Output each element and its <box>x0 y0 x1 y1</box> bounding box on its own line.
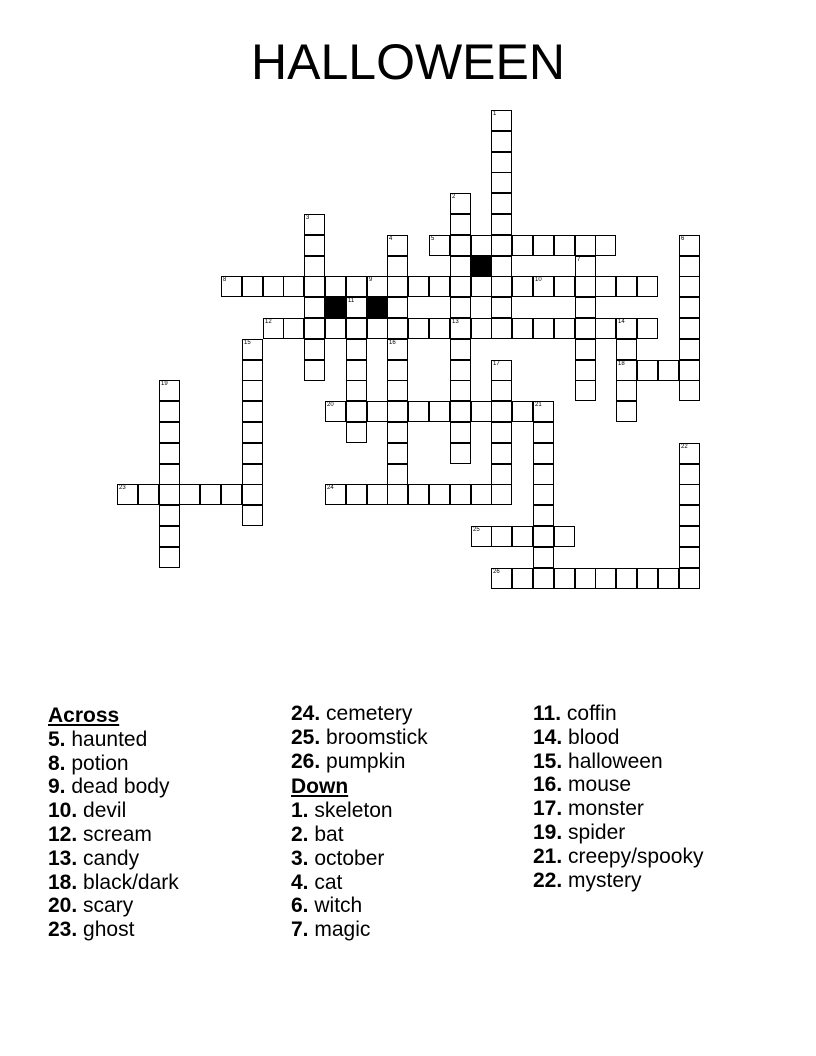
grid-cell[interactable] <box>575 339 596 360</box>
clue-number: 18. <box>48 870 78 894</box>
puzzle-title: HALLOWEEN <box>251 34 565 90</box>
clue-item <box>533 750 703 774</box>
grid-cell[interactable] <box>471 235 492 256</box>
clue-text: ghost <box>83 918 135 942</box>
grid-cell[interactable] <box>263 318 284 339</box>
clue-column-3 <box>533 702 703 892</box>
grid-cell[interactable] <box>679 339 700 360</box>
grid-cell[interactable] <box>408 318 429 339</box>
grid-cell[interactable] <box>117 484 138 505</box>
clue-item <box>48 918 179 942</box>
grid-cell[interactable] <box>637 276 658 297</box>
clue-item <box>291 750 428 774</box>
grid-cell[interactable] <box>221 276 242 297</box>
cell-number: 18 <box>618 361 625 367</box>
clue-number: 25. <box>291 725 321 749</box>
grid-cell[interactable] <box>387 360 408 381</box>
cell-number: 14 <box>618 319 625 325</box>
grid-cell[interactable] <box>450 380 471 401</box>
clue-item <box>291 823 428 847</box>
grid-cell[interactable] <box>242 360 263 381</box>
clue-item <box>48 775 179 799</box>
grid-cell[interactable] <box>595 318 616 339</box>
grid-cell[interactable] <box>325 276 346 297</box>
clue-text: october <box>314 846 385 870</box>
cell-number: 13 <box>452 319 459 325</box>
grid-cell[interactable] <box>679 380 700 401</box>
grid-cell[interactable] <box>512 526 533 547</box>
grid-cell[interactable] <box>159 380 180 401</box>
grid-cell[interactable] <box>387 276 408 297</box>
clue-item <box>291 702 428 726</box>
grid-cell[interactable] <box>533 276 554 297</box>
clue-item <box>291 847 428 871</box>
grid-cell[interactable] <box>159 422 180 443</box>
grid-cell[interactable] <box>283 318 304 339</box>
across-heading: Across <box>48 704 120 727</box>
grid-cell[interactable] <box>242 422 263 443</box>
black-square <box>367 297 388 318</box>
clue-item <box>291 726 428 750</box>
grid-cell[interactable] <box>575 256 596 277</box>
cell-number: 11 <box>348 298 355 304</box>
grid-cell[interactable] <box>616 568 637 589</box>
grid-cell[interactable] <box>387 318 408 339</box>
cell-number: 17 <box>493 361 500 367</box>
grid-cell[interactable] <box>616 339 637 360</box>
grid-cell[interactable] <box>429 401 450 422</box>
grid-cell[interactable] <box>491 360 512 381</box>
clue-number: 12. <box>48 822 78 846</box>
grid-cell[interactable] <box>387 380 408 401</box>
grid-cell[interactable] <box>159 484 180 505</box>
grid-cell[interactable] <box>512 235 533 256</box>
grid-cell[interactable] <box>387 464 408 485</box>
grid-cell[interactable] <box>450 235 471 256</box>
grid-cell[interactable] <box>554 526 575 547</box>
grid-cell[interactable] <box>367 401 388 422</box>
grid-cell[interactable] <box>658 568 679 589</box>
grid-cell[interactable] <box>387 401 408 422</box>
grid-cell[interactable] <box>387 443 408 464</box>
clue-item <box>48 847 179 871</box>
grid-cell[interactable] <box>408 484 429 505</box>
grid-cell[interactable] <box>595 568 616 589</box>
grid-cell[interactable] <box>387 339 408 360</box>
grid-cell[interactable] <box>491 568 512 589</box>
grid-cell[interactable] <box>346 297 367 318</box>
grid-cell[interactable] <box>491 256 512 277</box>
grid-cell[interactable] <box>512 568 533 589</box>
grid-cell[interactable] <box>367 318 388 339</box>
grid-cell[interactable] <box>491 443 512 464</box>
clue-text: devil <box>83 799 127 823</box>
clue-text: spider <box>568 820 626 844</box>
grid-cell[interactable] <box>429 484 450 505</box>
grid-cell[interactable] <box>575 318 596 339</box>
clue-number: 11. <box>533 702 562 725</box>
grid-cell[interactable] <box>387 256 408 277</box>
clue-number: 21. <box>533 844 563 868</box>
cell-number: 4 <box>389 236 393 242</box>
clue-text: scream <box>83 822 152 846</box>
grid-cell[interactable] <box>679 443 700 464</box>
clue-item <box>291 799 428 823</box>
grid-cell[interactable] <box>408 401 429 422</box>
clue-text: bat <box>314 822 344 846</box>
grid-cell[interactable] <box>304 235 325 256</box>
grid-cell[interactable] <box>679 505 700 526</box>
grid-cell[interactable] <box>491 131 512 152</box>
clue-column-1 <box>48 702 179 942</box>
grid-cell[interactable] <box>491 172 512 193</box>
grid-cell[interactable] <box>533 505 554 526</box>
clue-text: potion <box>71 751 129 775</box>
grid-cell[interactable] <box>242 380 263 401</box>
grid-cell[interactable] <box>221 484 242 505</box>
clue-number: 15. <box>533 749 563 773</box>
clue-item <box>533 773 703 797</box>
clue-text: black/dark <box>83 870 179 894</box>
grid-cell[interactable] <box>679 256 700 277</box>
grid-cell[interactable] <box>346 339 367 360</box>
grid-cell[interactable] <box>616 276 637 297</box>
grid-cell[interactable] <box>491 526 512 547</box>
grid-cell[interactable] <box>346 360 367 381</box>
grid-cell[interactable] <box>554 235 575 256</box>
grid-cell[interactable] <box>595 276 616 297</box>
grid-cell[interactable] <box>616 380 637 401</box>
grid-cell[interactable] <box>304 339 325 360</box>
grid-cell[interactable] <box>554 318 575 339</box>
grid-cell[interactable] <box>595 235 616 256</box>
clue-number: 17. <box>533 797 563 821</box>
grid-cell[interactable] <box>679 360 700 381</box>
grid-cell[interactable] <box>304 256 325 277</box>
clue-number: 1. <box>291 799 309 823</box>
clue-number: 7. <box>291 918 309 942</box>
grid-cell[interactable] <box>304 318 325 339</box>
grid-cell[interactable] <box>679 526 700 547</box>
grid-cell[interactable] <box>367 276 388 297</box>
cell-number: 1 <box>493 111 497 117</box>
grid-cell[interactable] <box>575 276 596 297</box>
grid-cell[interactable] <box>637 568 658 589</box>
grid-cell[interactable] <box>575 235 596 256</box>
clue-item <box>533 726 703 750</box>
grid-cell[interactable] <box>533 484 554 505</box>
cell-number: 23 <box>119 485 126 491</box>
grid-cell[interactable] <box>491 464 512 485</box>
grid-cell[interactable] <box>679 568 700 589</box>
clue-text: broomstick <box>326 725 428 749</box>
grid-cell[interactable] <box>200 484 221 505</box>
clue-text: monster <box>568 797 644 821</box>
down-heading: Down <box>291 775 349 799</box>
clue-item <box>533 845 703 869</box>
grid-cell[interactable] <box>387 484 408 505</box>
grid-cell[interactable] <box>575 568 596 589</box>
grid-cell[interactable] <box>616 360 637 381</box>
grid-cell[interactable] <box>242 401 263 422</box>
grid-cell[interactable] <box>429 276 450 297</box>
clue-number: 6. <box>291 894 309 918</box>
grid-cell[interactable] <box>533 443 554 464</box>
clue-text: magic <box>314 918 371 942</box>
grid-cell[interactable] <box>159 443 180 464</box>
grid-cell[interactable] <box>491 380 512 401</box>
clue-item <box>48 894 179 918</box>
clue-number: 19. <box>533 820 563 844</box>
grid-cell[interactable] <box>679 276 700 297</box>
grid-cell[interactable] <box>616 401 637 422</box>
clue-number: 4. <box>291 870 309 894</box>
clue-text: creepy/spooky <box>568 844 704 868</box>
grid-cell[interactable] <box>159 401 180 422</box>
grid-cell[interactable] <box>159 505 180 526</box>
clue-number: 8. <box>48 751 66 775</box>
grid-cell[interactable] <box>491 318 512 339</box>
grid-cell[interactable] <box>533 318 554 339</box>
grid-cell[interactable] <box>679 484 700 505</box>
grid-cell[interactable] <box>533 547 554 568</box>
clue-item <box>291 894 428 918</box>
grid-cell[interactable] <box>242 276 263 297</box>
grid-cell[interactable] <box>304 276 325 297</box>
clue-text: candy <box>83 846 140 870</box>
grid-cell[interactable] <box>242 505 263 526</box>
cell-number: 7 <box>577 257 581 263</box>
clue-text: cat <box>314 870 343 894</box>
grid-cell[interactable] <box>533 235 554 256</box>
grid-cell[interactable] <box>679 464 700 485</box>
cell-number: 21 <box>535 402 542 408</box>
grid-cell[interactable] <box>533 422 554 443</box>
clue-text: witch <box>314 894 363 918</box>
clue-item <box>48 728 179 752</box>
grid-cell[interactable] <box>491 276 512 297</box>
grid-cell[interactable] <box>491 297 512 318</box>
grid-cell[interactable] <box>450 318 471 339</box>
clue-number: 20. <box>48 894 78 918</box>
grid-cell[interactable] <box>387 422 408 443</box>
grid-cell[interactable] <box>512 318 533 339</box>
grid-cell[interactable] <box>491 152 512 173</box>
grid-cell[interactable] <box>179 484 200 505</box>
grid-cell[interactable] <box>575 380 596 401</box>
clue-number: 3. <box>291 846 309 870</box>
grid-cell[interactable] <box>533 464 554 485</box>
grid-cell[interactable] <box>575 360 596 381</box>
grid-cell[interactable] <box>159 526 180 547</box>
cell-number: 9 <box>369 277 373 283</box>
black-square <box>325 297 346 318</box>
grid-cell[interactable] <box>242 464 263 485</box>
grid-cell[interactable] <box>450 484 471 505</box>
grid-cell[interactable] <box>367 484 388 505</box>
grid-cell[interactable] <box>408 276 429 297</box>
grid-cell[interactable] <box>471 484 492 505</box>
grid-cell[interactable] <box>450 422 471 443</box>
grid-cell[interactable] <box>679 297 700 318</box>
grid-cell[interactable] <box>450 256 471 277</box>
clue-number: 26. <box>291 749 321 773</box>
clue-item <box>291 918 428 942</box>
grid-cell[interactable] <box>242 339 263 360</box>
clue-number: 5. <box>48 727 66 751</box>
grid-cell[interactable] <box>450 276 471 297</box>
clue-number: 16. <box>533 773 563 797</box>
cell-number: 5 <box>431 236 435 242</box>
grid-cell[interactable] <box>450 214 471 235</box>
grid-cell[interactable] <box>679 235 700 256</box>
grid-cell[interactable] <box>679 318 700 339</box>
cell-number: 2 <box>452 194 456 200</box>
grid-cell[interactable] <box>491 484 512 505</box>
cell-number: 22 <box>681 444 688 450</box>
grid-cell[interactable] <box>512 401 533 422</box>
grid-cell[interactable] <box>554 568 575 589</box>
grid-cell[interactable] <box>387 235 408 256</box>
grid-cell[interactable] <box>450 297 471 318</box>
clue-item <box>533 821 703 845</box>
grid-cell[interactable] <box>471 318 492 339</box>
grid-cell[interactable] <box>283 276 304 297</box>
grid-cell[interactable] <box>637 318 658 339</box>
grid-cell[interactable] <box>658 360 679 381</box>
grid-cell[interactable] <box>263 276 284 297</box>
clue-text: dead body <box>71 775 170 799</box>
cell-number: 24 <box>327 485 334 491</box>
cell-number: 10 <box>535 277 542 283</box>
grid-cell[interactable] <box>533 401 554 422</box>
clue-text: mouse <box>568 773 632 797</box>
clue-number: 2. <box>291 822 309 846</box>
cell-number: 20 <box>327 402 334 408</box>
grid-cell[interactable] <box>491 235 512 256</box>
grid-cell[interactable] <box>471 276 492 297</box>
cell-number: 26 <box>493 569 500 575</box>
grid-cell[interactable] <box>325 401 346 422</box>
grid-cell[interactable] <box>138 484 159 505</box>
clue-item <box>533 869 703 893</box>
grid-cell[interactable] <box>491 110 512 131</box>
clue-number: 9. <box>48 775 66 799</box>
clue-text: scary <box>83 894 134 918</box>
grid-cell[interactable] <box>242 443 263 464</box>
clue-number: 10. <box>48 799 78 823</box>
cell-number: 6 <box>681 236 685 242</box>
grid-cell[interactable] <box>346 422 367 443</box>
grid-cell[interactable] <box>346 276 367 297</box>
clue-item <box>48 799 179 823</box>
cell-number: 25 <box>473 527 480 533</box>
grid-cell[interactable] <box>159 464 180 485</box>
clue-item <box>48 871 179 895</box>
clue-item <box>533 702 703 726</box>
clue-text: mystery <box>568 868 642 892</box>
cell-number: 12 <box>265 319 272 325</box>
cell-number: 15 <box>244 340 251 346</box>
clue-number: 13. <box>48 846 78 870</box>
grid-cell[interactable] <box>491 193 512 214</box>
grid-cell[interactable] <box>512 276 533 297</box>
clue-item <box>48 823 179 847</box>
black-square <box>471 256 492 277</box>
clue-text: cemetery <box>326 702 413 725</box>
cell-number: 19 <box>161 381 168 387</box>
clue-text: skeleton <box>314 799 393 823</box>
clue-text: pumpkin <box>326 749 406 773</box>
clue-item <box>291 871 428 895</box>
grid-cell[interactable] <box>533 568 554 589</box>
grid-cell[interactable] <box>304 214 325 235</box>
clue-number: 24. <box>291 702 321 725</box>
cell-number: 8 <box>223 277 227 283</box>
grid-cell[interactable] <box>346 484 367 505</box>
clue-item <box>533 797 703 821</box>
grid-cell[interactable] <box>346 401 367 422</box>
grid-cell[interactable] <box>575 297 596 318</box>
grid-cell[interactable] <box>387 297 408 318</box>
grid-cell[interactable] <box>346 318 367 339</box>
grid-cell[interactable] <box>450 339 471 360</box>
cell-number: 16 <box>389 340 396 346</box>
clue-item <box>48 752 179 776</box>
grid-cell[interactable] <box>533 526 554 547</box>
clue-text: haunted <box>71 727 148 751</box>
grid-cell[interactable] <box>450 401 471 422</box>
grid-cell[interactable] <box>679 547 700 568</box>
grid-cell[interactable] <box>346 380 367 401</box>
grid-cell[interactable] <box>491 422 512 443</box>
grid-cell[interactable] <box>491 214 512 235</box>
grid-cell[interactable] <box>491 401 512 422</box>
clue-number: 14. <box>533 725 563 749</box>
grid-cell[interactable] <box>242 484 263 505</box>
grid-cell[interactable] <box>471 401 492 422</box>
grid-cell[interactable] <box>159 547 180 568</box>
clue-text: blood <box>568 725 620 749</box>
grid-cell[interactable] <box>450 193 471 214</box>
grid-cell[interactable] <box>304 360 325 381</box>
grid-cell[interactable] <box>429 235 450 256</box>
grid-cell[interactable] <box>325 318 346 339</box>
grid-cell[interactable] <box>554 276 575 297</box>
clue-number: 23. <box>48 918 78 942</box>
grid-cell[interactable] <box>450 443 471 464</box>
clue-text: halloween <box>568 749 663 773</box>
grid-cell[interactable] <box>637 360 658 381</box>
clue-column-2 <box>291 702 428 942</box>
grid-cell[interactable] <box>304 297 325 318</box>
grid-cell[interactable] <box>616 318 637 339</box>
grid-cell[interactable] <box>471 526 492 547</box>
grid-cell[interactable] <box>429 318 450 339</box>
grid-cell[interactable] <box>325 484 346 505</box>
grid-cell[interactable] <box>450 360 471 381</box>
cell-number: 3 <box>306 215 310 221</box>
clue-number: 22. <box>533 868 563 892</box>
clue-text: coffin <box>566 702 617 725</box>
